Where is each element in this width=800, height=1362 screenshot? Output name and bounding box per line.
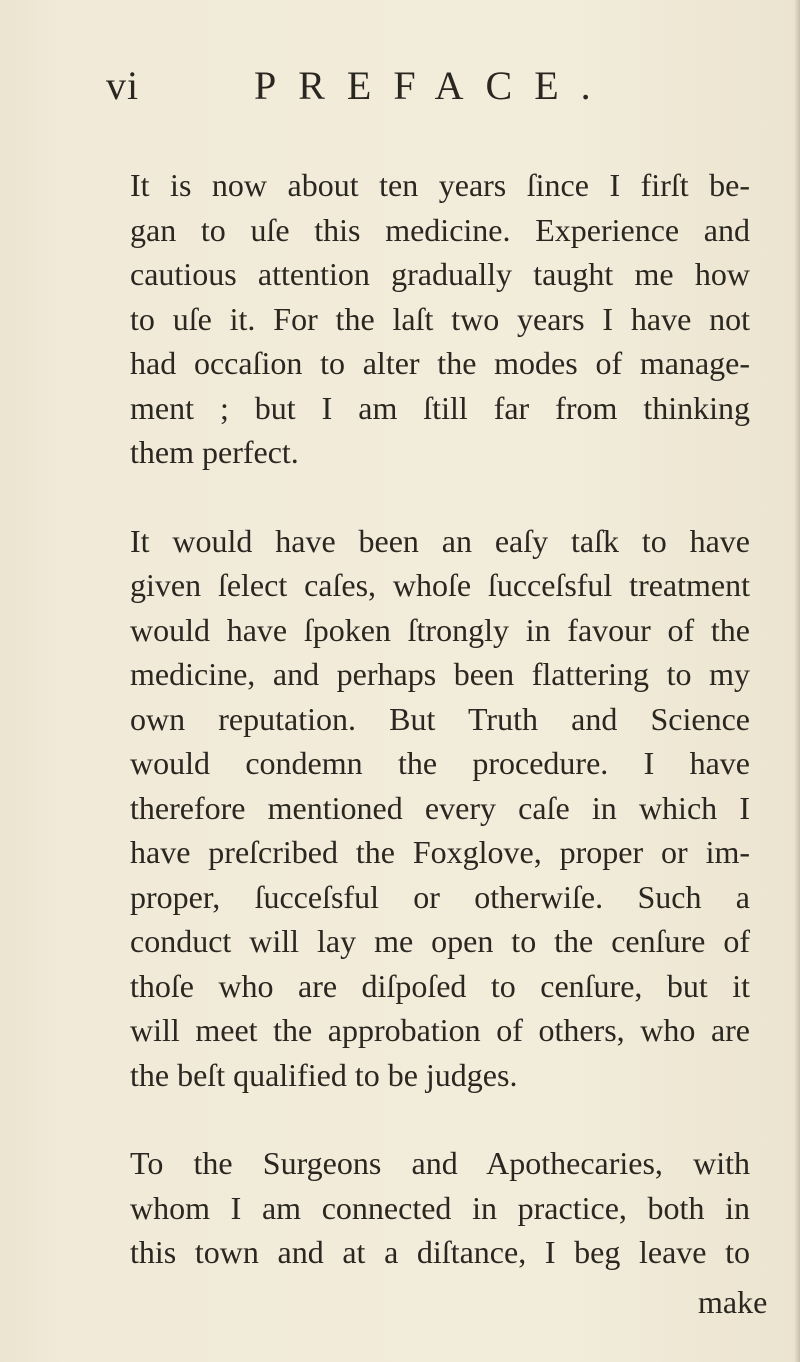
page-number: vi [106,63,140,108]
text-line: gan to uſe this medicine. Experience and [130,211,750,248]
paragraph-3 [130,1141,750,1275]
text-line: proper, ſucceſsful or otherwiſe. Such a [130,878,750,915]
text-line: had occaſion to alter the modes of manage- [130,345,750,381]
text-line: It is now about ten years ſince I firſt be- [130,167,750,203]
text-line: will meet the approbation of others, who are [130,1012,750,1048]
text-line: conduct will lay me open to the cenſure of [130,923,750,959]
text-line: them perfect. [130,434,299,470]
paragraph-1 [130,163,750,475]
text-line: cautious attention gradually taught me how [130,256,750,292]
text-line: whom I am connected in practice, both in [130,1189,750,1226]
text-line: thoſe who are diſpoſed to cenſure, but it [130,967,750,1004]
text-line: own reputation. But Truth and Science [130,700,750,737]
text-line: would have ſpoken ſtrongly in favour of the [130,611,750,648]
text-line: to uſe it. For the laſt two years I have not [130,300,750,337]
text-line: given ſelect caſes, whoſe ſucceſsful treatment [130,567,750,603]
page-edge-shadow [794,0,800,1362]
text-line: the beſt qualified to be judges. [130,1056,518,1093]
text-line: this town and at a diſtance, I beg leave to [130,1234,750,1270]
body-text [130,163,750,1275]
text-line: therefore mentioned every caſe in which I [130,789,750,826]
running-title: PREFACE. [254,63,613,108]
catchword: make [698,1284,768,1320]
text-line: would condemn the procedure. I have [130,745,750,781]
text-line: To the Surgeons and Apothecaries, with [130,1145,750,1181]
paragraph-2 [130,519,750,1098]
text-line: ment ; but I am ſtill far from thinking [130,389,750,426]
running-header [106,62,666,112]
text-line: It would have been an eaſy taſk to have [130,522,750,559]
text-line: medicine, and perhaps been flattering to my [130,656,750,692]
text-line: have preſcribed the Foxglove, proper or im- [130,834,750,870]
